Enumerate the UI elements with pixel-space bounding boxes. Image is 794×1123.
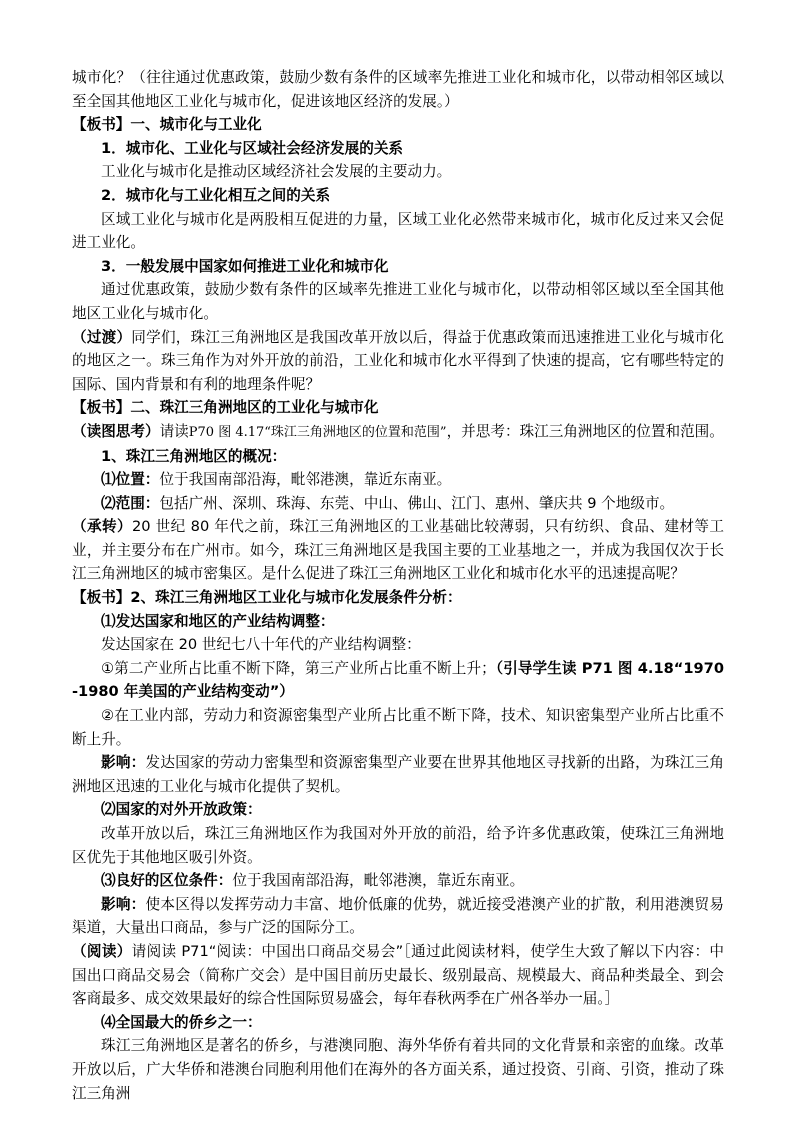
paragraph-read-map: （读图思考）请读P70 图 4.17“珠江三角洲地区的位置和范围”，并思考：珠江三角洲地区的位置和范围。 — [72, 422, 724, 440]
item-1-impact: 影响：发达国家的劳动力密集型和资源密集型产业要在世界其他地区寻找新的出路，为珠江三角洲地区迅速的工业化与城市化提供了契机。 — [72, 754, 724, 795]
heading-conditions: 【板书】2、珠江三角洲地区工业化与城市化发展条件分析： — [72, 589, 462, 607]
item-1-point-1: ①第二产业所占比重不断下降，第三产业所占比重不断上升；（引导学生读 P71 图 4.18“1970-1980 年美国的产业结构变动”） — [72, 659, 724, 701]
tag-guodu: （过渡） — [72, 328, 132, 346]
paragraph: 发达国家在 20 世纪七八十年代的产业结构调整： — [101, 636, 421, 654]
item-1-heading: ⑴发达国家和地区的产业结构调整： — [101, 612, 335, 630]
item-3-impact: 影响：使本区得以发挥劳动力丰富、地价低廉的优势，就近接受港澳产业的扩散，利用港澳贸易渠道，大量出口商品，参与广泛的国际分工。 — [72, 895, 724, 937]
subheading-1: 1．城市化、工业化与区域社会经济发展的关系 — [101, 139, 404, 157]
subheading-2: 2．城市化与工业化相互之间的关系 — [101, 186, 331, 204]
item-3: ⑶良好的区位条件：位于我国南部沿海，毗邻港澳，靠近东南亚。 — [101, 872, 525, 890]
heading-text: 一、城市化与工业化 — [130, 116, 262, 134]
paragraph: 区域工业化与城市化是两股相互促进的力量，区域工业化必然带来城市化，城市化反过来又会促进工业化。 — [72, 210, 724, 252]
paragraph-last: 珠江三角洲地区是著名的侨乡，与港澳同胞、海外华侨有着共同的文化背景和亲密的血缘。改革开放以后，广大华侨和港澳台同胞利用他们在海外的各方面关系，通过投资、引商、引资，推动了珠江三角洲 — [72, 1037, 724, 1102]
paragraph-bridge: （承转）20 世纪 80 年代之前，珠江三角洲地区的工业基础比较薄弱，只有纺织、食品、建材等工业，并主要分布在广州市。如今，珠江三角洲地区是我国主要的工业基地之一，并成为我国仅次于长江三角洲地区的城市密集区。是什么促进了珠江三角洲地区工业化和城市化水平的迅速提高呢？ — [72, 518, 724, 583]
document-page — [72, 66, 724, 1105]
paragraph-reading: （阅读）请阅读 P71“阅读：中国出口商品交易会”［通过此阅读材料，使学生大致了解以下内容：中国出口商品交易会（简称广交会）是中国目前历史最长、级别最高、规模最大、商品种类最全、到会客商最多、成交效果最好的综合性国际贸易盛会，每年春秋两季在广州各举办一届。］ — [72, 942, 724, 1008]
figure-ref: （引导学生读 P71 图 4.18“1970-1980 年美国的产业结构变动”） — [72, 659, 724, 701]
subheading-overview: 1、珠江三角洲地区的概况： — [101, 447, 287, 465]
item-range: ⑵范围：包括广州、深圳、珠海、东莞、中山、佛山、江门、惠州、肇庆共 9 个地级市。 — [101, 494, 675, 512]
tag-yuedu: （阅读） — [72, 942, 132, 960]
item-1-point-2: ②在工业内部，劳动力和资源密集型产业所占比重不断下降，技术、知识密集型产业所占比重不断上升。 — [72, 707, 724, 748]
paragraph-transition: （过渡）同学们，珠江三角洲地区是我国改革开放以后，得益于优惠政策而迅速推进工业化与城市化的地区之一。珠三角作为对外开放的前沿，工业化和城市化水平得到了快速的提高，它有哪些特定的国际、国内背景和有利的地理条件呢？ — [72, 328, 724, 393]
tag-dutu: （读图思考） — [72, 422, 160, 440]
tag-banshu: 【板书】 — [72, 116, 131, 134]
heading-section-2: 【板书】二、珠江三角洲地区的工业化与城市化 — [72, 399, 379, 417]
paragraph: 工业化与城市化是推动区域经济社会发展的主要动力。 — [101, 163, 452, 181]
tag-chengzhuan: （承转） — [72, 518, 133, 536]
paragraph: 改革开放以后，珠江三角洲地区作为我国对外开放的前沿，给予许多优惠政策，使珠江三角洲地区优先于其他地区吸引外资。 — [72, 825, 724, 866]
figure-ref: P70 图 4.17“珠江三角洲地区的位置和范围” — [188, 424, 447, 440]
subheading-3: 3．一般发展中国家如何推进工业化和城市化 — [101, 257, 389, 275]
heading-section-1 — [72, 113, 724, 137]
paragraph-intro: 城市化？（往往通过优惠政策，鼓励少数有条件的区域率先推进工业化和城市化，以带动相邻区域以至全国其他地区工业化与城市化，促进该地区经济的发展。） — [72, 69, 724, 110]
item-4-heading: ⑷全国最大的侨乡之一： — [101, 1013, 262, 1031]
item-location: ⑴位置：位于我国南部沿海，毗邻港澳，靠近东南亚。 — [101, 471, 452, 489]
paragraph: 通过优惠政策，鼓励少数有条件的区域率先推进工业化与城市化，以带动相邻区域以至全国其他地区工业化与城市化。 — [72, 281, 724, 322]
item-2-heading: ⑵国家的对外开放政策： — [101, 801, 262, 819]
